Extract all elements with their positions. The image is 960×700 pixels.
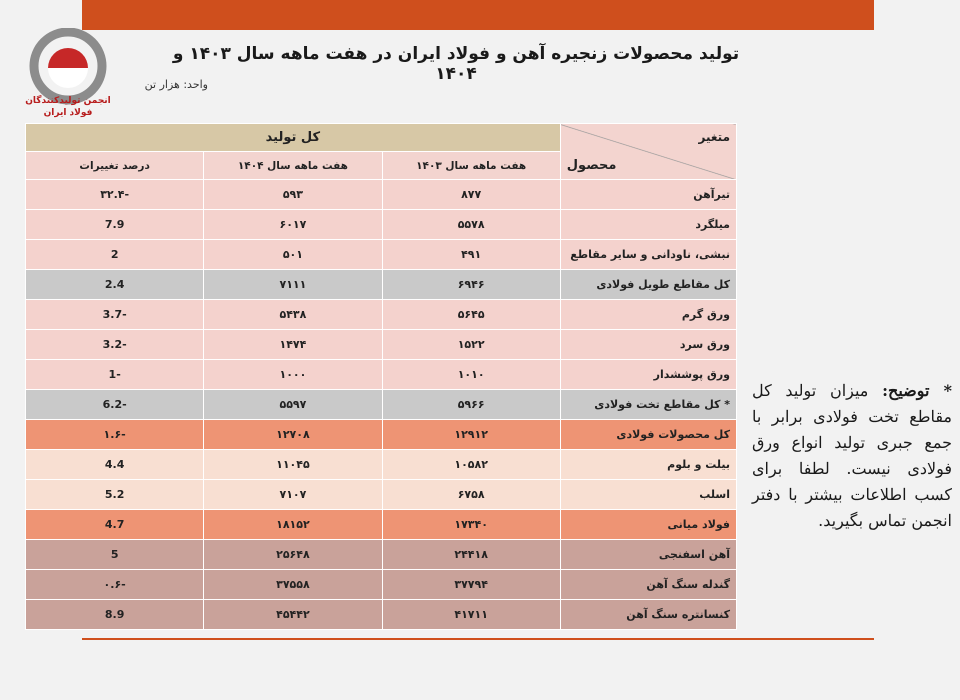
change-percent-cell: 5.2 <box>26 480 204 510</box>
change-percent-cell: -3.7 <box>26 300 204 330</box>
table-row <box>26 180 737 210</box>
value-1403-cell: ۶۷۵۸ <box>382 480 560 510</box>
change-percent-cell: -۳۲.۴ <box>26 180 204 210</box>
table-row <box>26 270 737 300</box>
value-1403-cell: ۵۵۷۸ <box>382 210 560 240</box>
note-text: میزان تولید کل مقاطع تخت فولادی برابر با جمع جبری تولید انواع ورق فولادی نیست. لطفا برای کسب اطلاعات بیشتر با دفتر انجمن تماس بگیرید. <box>752 381 952 530</box>
product-name-cell: فولاد میانی <box>560 510 736 540</box>
explanation-note <box>752 378 952 534</box>
table-row <box>26 540 737 570</box>
change-percent-cell: -۱.۶ <box>26 420 204 450</box>
corner-variable-label: متغیر <box>698 130 730 144</box>
bottom-accent-line <box>82 638 874 640</box>
value-1403-cell: ۱۰۵۸۲ <box>382 450 560 480</box>
value-1404-cell: ۳۷۵۵۸ <box>204 570 382 600</box>
table-row <box>26 480 737 510</box>
table-row <box>26 450 737 480</box>
page-title: تولید محصولات زنجیره آهن و فولاد ایران در هفت ماهه سال ۱۴۰۳ و ۱۴۰۴ <box>172 44 740 84</box>
change-percent-cell: -3.2 <box>26 330 204 360</box>
value-1404-cell: ۱۱۰۴۵ <box>204 450 382 480</box>
product-name-cell: اسلب <box>560 480 736 510</box>
product-name-cell: * کل مقاطع تخت فولادی <box>560 390 736 420</box>
change-percent-cell: 4.7 <box>26 510 204 540</box>
product-name-cell: گندله سنگ آهن <box>560 570 736 600</box>
product-name-cell: ورق سرد <box>560 330 736 360</box>
logo-white-half <box>48 68 88 88</box>
value-1403-cell: ۱۰۱۰ <box>382 360 560 390</box>
table-row <box>26 390 737 420</box>
column-header-change: درصد تغییرات <box>26 152 204 180</box>
note-label: * توضیح: <box>882 381 952 400</box>
table-row <box>26 420 737 450</box>
value-1404-cell: ۵۴۳۸ <box>204 300 382 330</box>
product-name-cell: نبشی، ناودانی و سایر مقاطع <box>560 240 736 270</box>
column-header-1404: هفت ماهه سال ۱۴۰۴ <box>204 152 382 180</box>
value-1404-cell: ۴۵۴۴۲ <box>204 600 382 630</box>
value-1404-cell: ۱۸۱۵۲ <box>204 510 382 540</box>
product-name-cell: میلگرد <box>560 210 736 240</box>
change-percent-cell: 2.4 <box>26 270 204 300</box>
group-header-total-production: کل تولید <box>26 124 561 152</box>
value-1403-cell: ۱۲۹۱۲ <box>382 420 560 450</box>
product-name-cell: کل محصولات فولادی <box>560 420 736 450</box>
table-row <box>26 240 737 270</box>
value-1404-cell: ۷۱۰۷ <box>204 480 382 510</box>
product-name-cell: کل مقاطع طویل فولادی <box>560 270 736 300</box>
change-percent-cell: -۰.۶ <box>26 570 204 600</box>
value-1403-cell: ۳۷۷۹۴ <box>382 570 560 600</box>
top-accent-bar <box>82 0 874 30</box>
value-1404-cell: ۷۱۱۱ <box>204 270 382 300</box>
change-percent-cell: 2 <box>26 240 204 270</box>
logo-red-half <box>48 48 88 68</box>
table-row <box>26 210 737 240</box>
logo-line-1: انجمن تولیدکنندگان <box>25 96 111 106</box>
column-header-1403: هفت ماهه سال ۱۴۰۳ <box>382 152 560 180</box>
change-percent-cell: 5 <box>26 540 204 570</box>
value-1403-cell: ۶۹۴۶ <box>382 270 560 300</box>
table-corner-cell <box>560 124 736 180</box>
table-row <box>26 570 737 600</box>
value-1403-cell: ۱۷۳۴۰ <box>382 510 560 540</box>
logo-line-2: فولاد ایران <box>43 108 93 118</box>
table-row <box>26 510 737 540</box>
value-1404-cell: ۱۴۷۴ <box>204 330 382 360</box>
value-1403-cell: ۴۹۱ <box>382 240 560 270</box>
product-name-cell: ورق پوششدار <box>560 360 736 390</box>
table-row <box>26 600 737 630</box>
value-1404-cell: ۲۵۶۴۸ <box>204 540 382 570</box>
product-name-cell: کنسانتره سنگ آهن <box>560 600 736 630</box>
production-table <box>25 123 737 630</box>
value-1403-cell: ۵۹۶۶ <box>382 390 560 420</box>
change-percent-cell: 8.9 <box>26 600 204 630</box>
table-row <box>26 360 737 390</box>
value-1404-cell: ۱۰۰۰ <box>204 360 382 390</box>
change-percent-cell: -1 <box>26 360 204 390</box>
value-1404-cell: ۵۰۱ <box>204 240 382 270</box>
value-1403-cell: ۴۱۷۱۱ <box>382 600 560 630</box>
product-name-cell: بیلت و بلوم <box>560 450 736 480</box>
table-row <box>26 300 737 330</box>
product-name-cell: تیرآهن <box>560 180 736 210</box>
change-percent-cell: 4.4 <box>26 450 204 480</box>
value-1403-cell: ۲۴۴۱۸ <box>382 540 560 570</box>
value-1404-cell: ۶۰۱۷ <box>204 210 382 240</box>
product-name-cell: آهن اسفنجی <box>560 540 736 570</box>
value-1403-cell: ۸۷۷ <box>382 180 560 210</box>
value-1403-cell: ۱۵۲۲ <box>382 330 560 360</box>
change-percent-cell: 7.9 <box>26 210 204 240</box>
value-1404-cell: ۵۹۳ <box>204 180 382 210</box>
value-1404-cell: ۱۲۷۰۸ <box>204 420 382 450</box>
change-percent-cell: -6.2 <box>26 390 204 420</box>
value-1404-cell: ۵۵۹۷ <box>204 390 382 420</box>
corner-product-label: محصول <box>566 158 617 173</box>
value-1403-cell: ۵۶۴۵ <box>382 300 560 330</box>
unit-label: واحد: هزار تن <box>144 78 208 91</box>
product-name-cell: ورق گرم <box>560 300 736 330</box>
table-row <box>26 330 737 360</box>
